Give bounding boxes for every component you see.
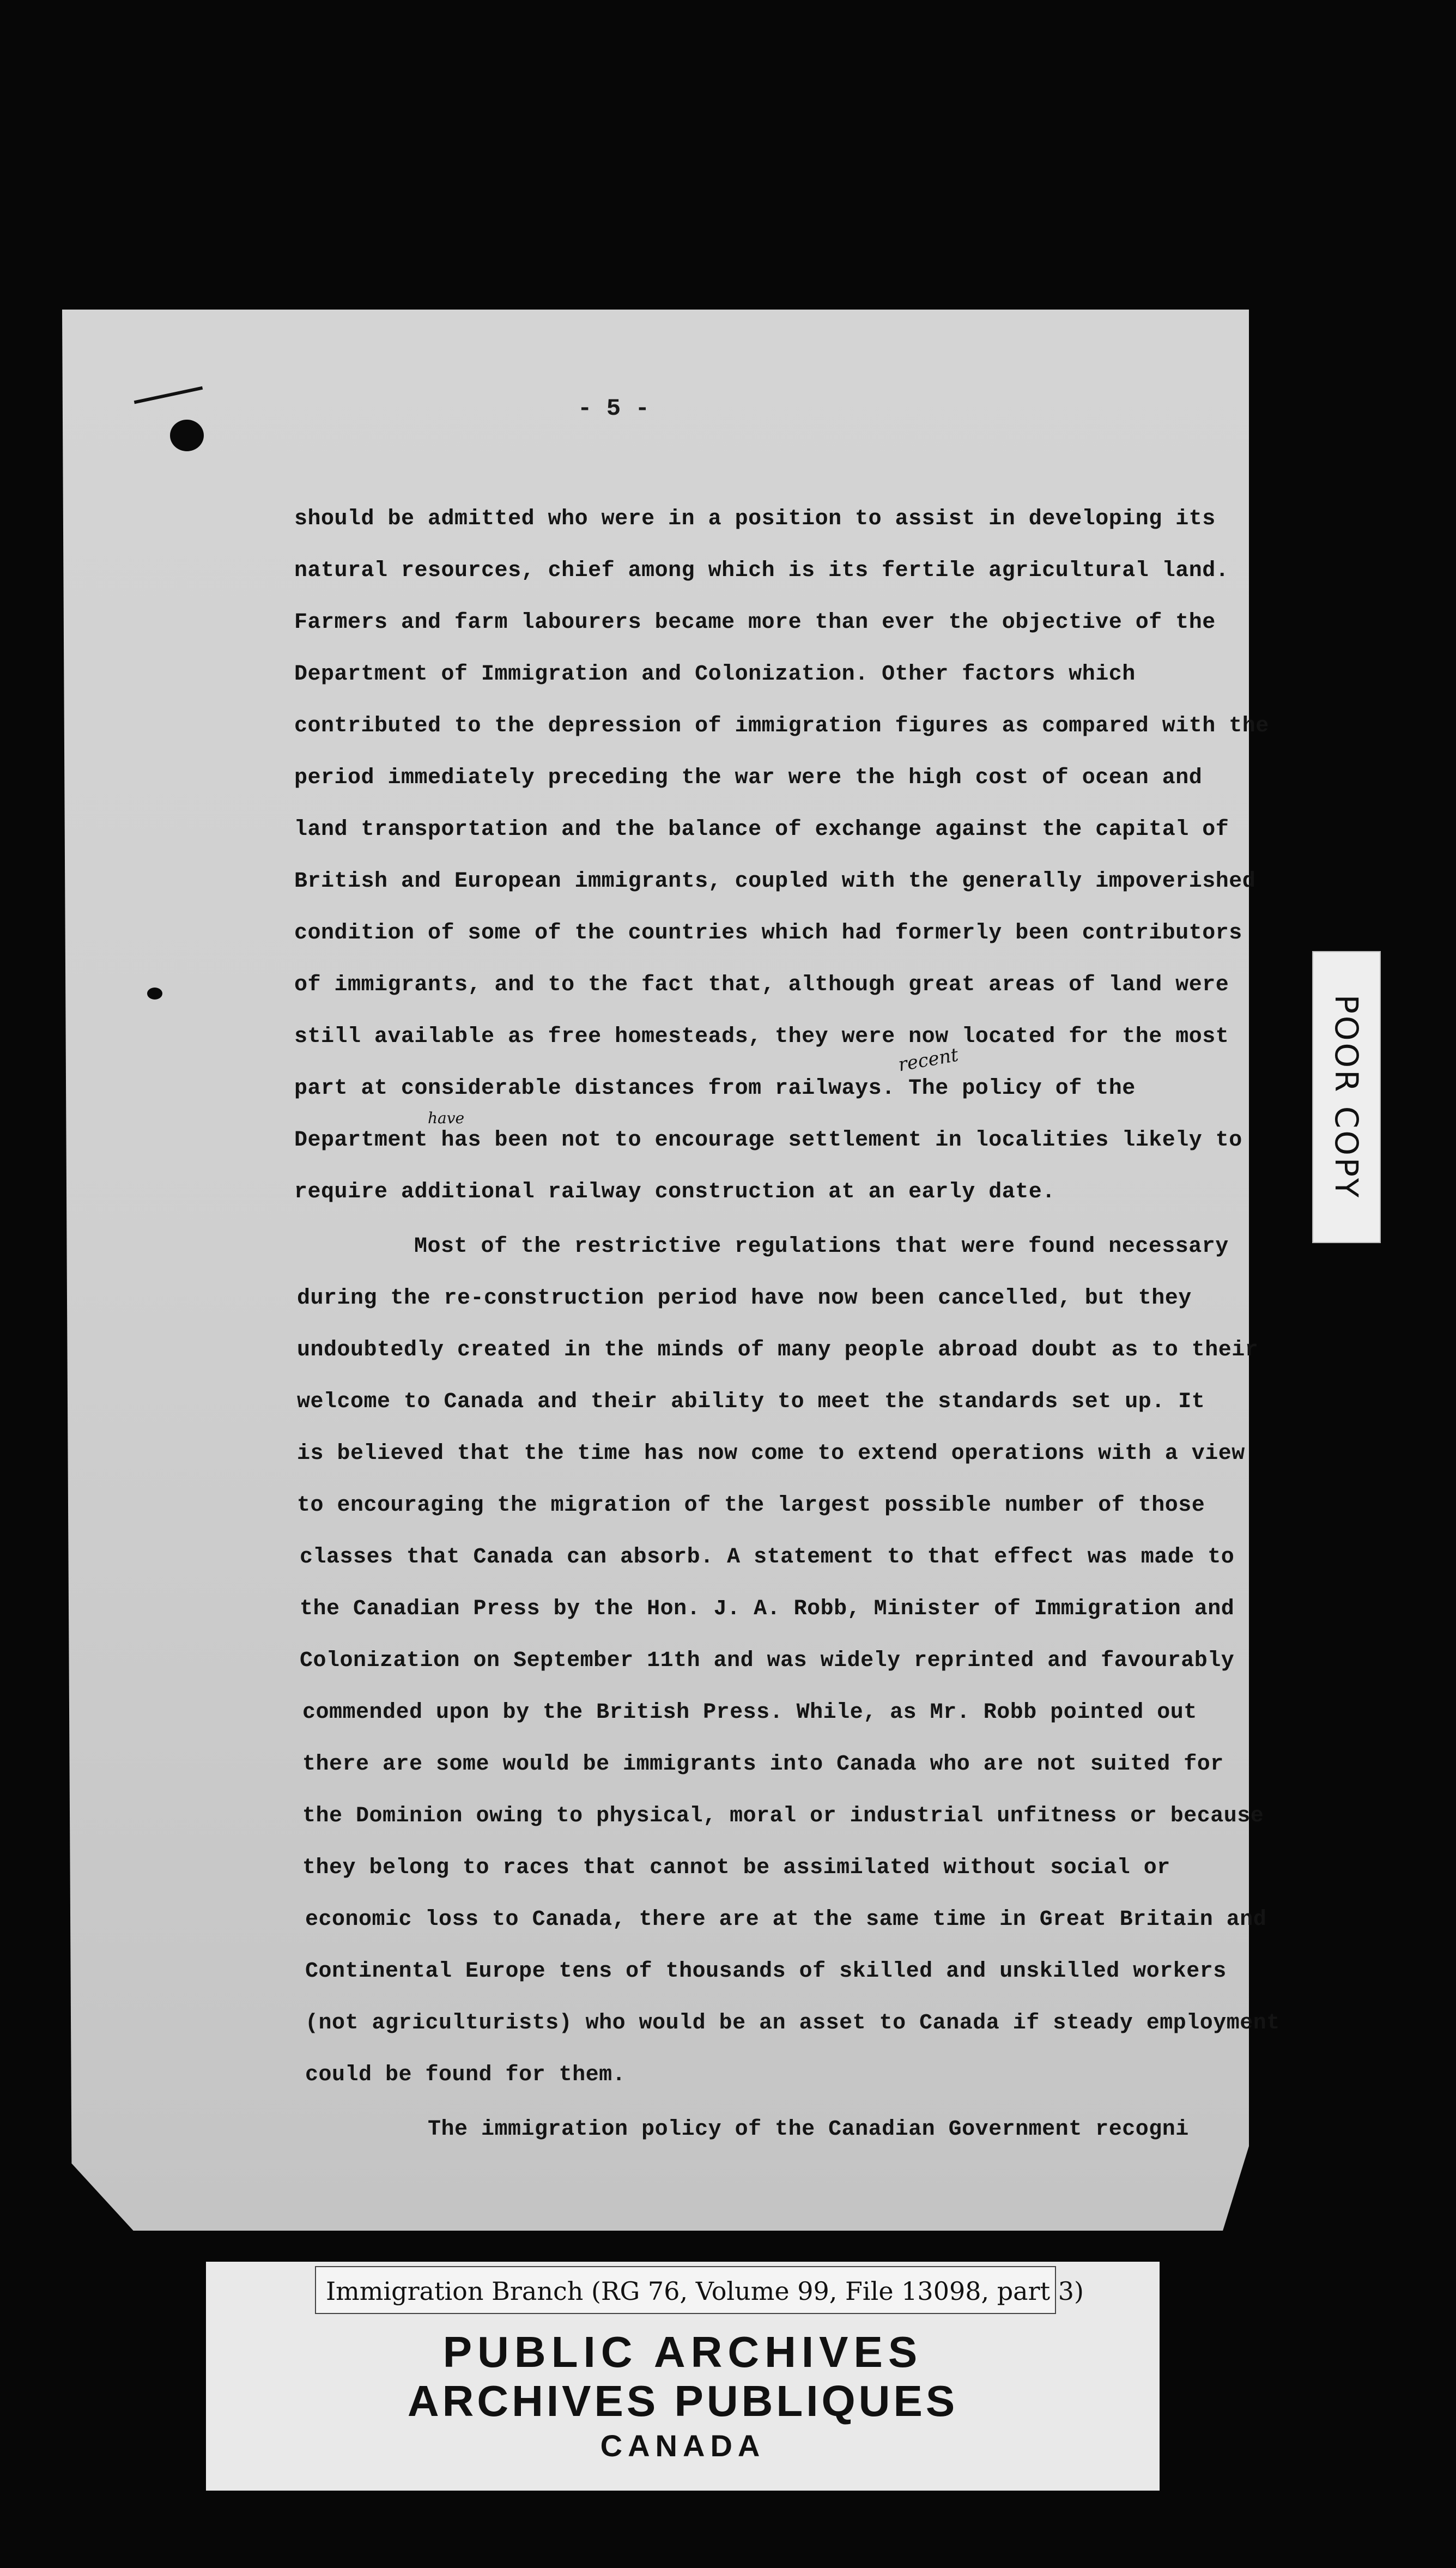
text-line: to encouraging the migration of the largest possible number of those <box>297 1493 1205 1518</box>
text-line: natural resources, chief among which is its fertile agricultural land. <box>294 559 1229 583</box>
archive-line-2: ARCHIVES PUBLIQUES <box>407 2377 958 2425</box>
document-page <box>62 310 1249 2231</box>
text-line: Farmers and farm labourers became more than ever the objective of the <box>294 610 1216 635</box>
text-line: should be admitted who were in a position to assist in developing its <box>294 507 1216 531</box>
ink-smudge <box>170 420 204 451</box>
archive-line-3: CANADA <box>600 2428 766 2463</box>
text-line: welcome to Canada and their ability to meet the standards set up. It <box>297 1390 1205 1414</box>
text-line: Department has been not to encourage settlement in localities likely to <box>294 1128 1242 1153</box>
text-line: land transportation and the balance of exchange against the capital of <box>294 817 1229 842</box>
poor-copy-tag <box>1312 951 1381 1243</box>
poor-copy-label: POOR COPY <box>1328 994 1365 1200</box>
text-line: Most of the restrictive regulations that were found necessary <box>414 1234 1229 1259</box>
text-line: classes that Canada can absorb. A statement to that effect was made to <box>300 1545 1235 1570</box>
text-line: condition of some of the countries which had formerly been contributors <box>294 921 1242 946</box>
text-line: British and European immigrants, coupled with the generally impoverished <box>294 869 1256 894</box>
handwritten-insert: have <box>428 1109 465 1127</box>
text-line: economic loss to Canada, there are at the same time in Great Britain and <box>305 1907 1267 1932</box>
text-line: of immigrants, and to the fact that, although great areas of land were <box>294 973 1229 997</box>
archive-reference: Immigration Branch (RG 76, Volume 99, File 13098, part 3) <box>315 2266 1056 2314</box>
text-line: undoubtedly created in the minds of many people abroad doubt as to their <box>297 1338 1259 1362</box>
text-line: require additional railway construction at an early date. <box>294 1180 1055 1204</box>
text-line: part at considerable distances from railways. The policy of the <box>294 1076 1136 1101</box>
page-number: - 5 - <box>578 395 650 422</box>
text-line: Colonization on September 11th and was widely reprinted and favourably <box>300 1649 1235 1673</box>
text-line: is believed that the time has now come to extend operations with a view <box>297 1442 1245 1466</box>
text-line: (not agriculturists) who would be an asset to Canada if steady employment <box>305 2011 1280 2036</box>
text-line: the Dominion owing to physical, moral or industrial unfitness or because <box>302 1804 1264 1828</box>
text-line: they belong to races that cannot be assimilated without social or <box>302 1856 1170 1880</box>
text-line: during the re-construction period have now been cancelled, but they <box>297 1286 1192 1311</box>
text-line: contributed to the depression of immigration figures as compared with the <box>294 714 1269 738</box>
archive-line-1: PUBLIC ARCHIVES <box>442 2328 923 2376</box>
ink-dot <box>147 988 162 1000</box>
text-line: there are some would be immigrants into Canada who are not suited for <box>302 1752 1224 1777</box>
handwritten-insert: recent <box>896 1044 960 1076</box>
text-line: the Canadian Press by the Hon. J. A. Robb, Minister of Immigration and <box>300 1597 1235 1621</box>
text-line: commended upon by the British Press. While, as Mr. Robb pointed out <box>302 1700 1197 1725</box>
text-line: Continental Europe tens of thousands of skilled and unskilled workers <box>305 1959 1227 1984</box>
text-line: Department of Immigration and Colonization. Other factors which <box>294 662 1136 687</box>
text-line: period immediately preceding the war were the high cost of ocean and <box>294 766 1203 790</box>
text-line: still available as free homesteads, they were now located for the most <box>294 1025 1229 1049</box>
text-line: The immigration policy of the Canadian Government recogni <box>428 2117 1189 2142</box>
text-line: could be found for them. <box>305 2063 626 2087</box>
